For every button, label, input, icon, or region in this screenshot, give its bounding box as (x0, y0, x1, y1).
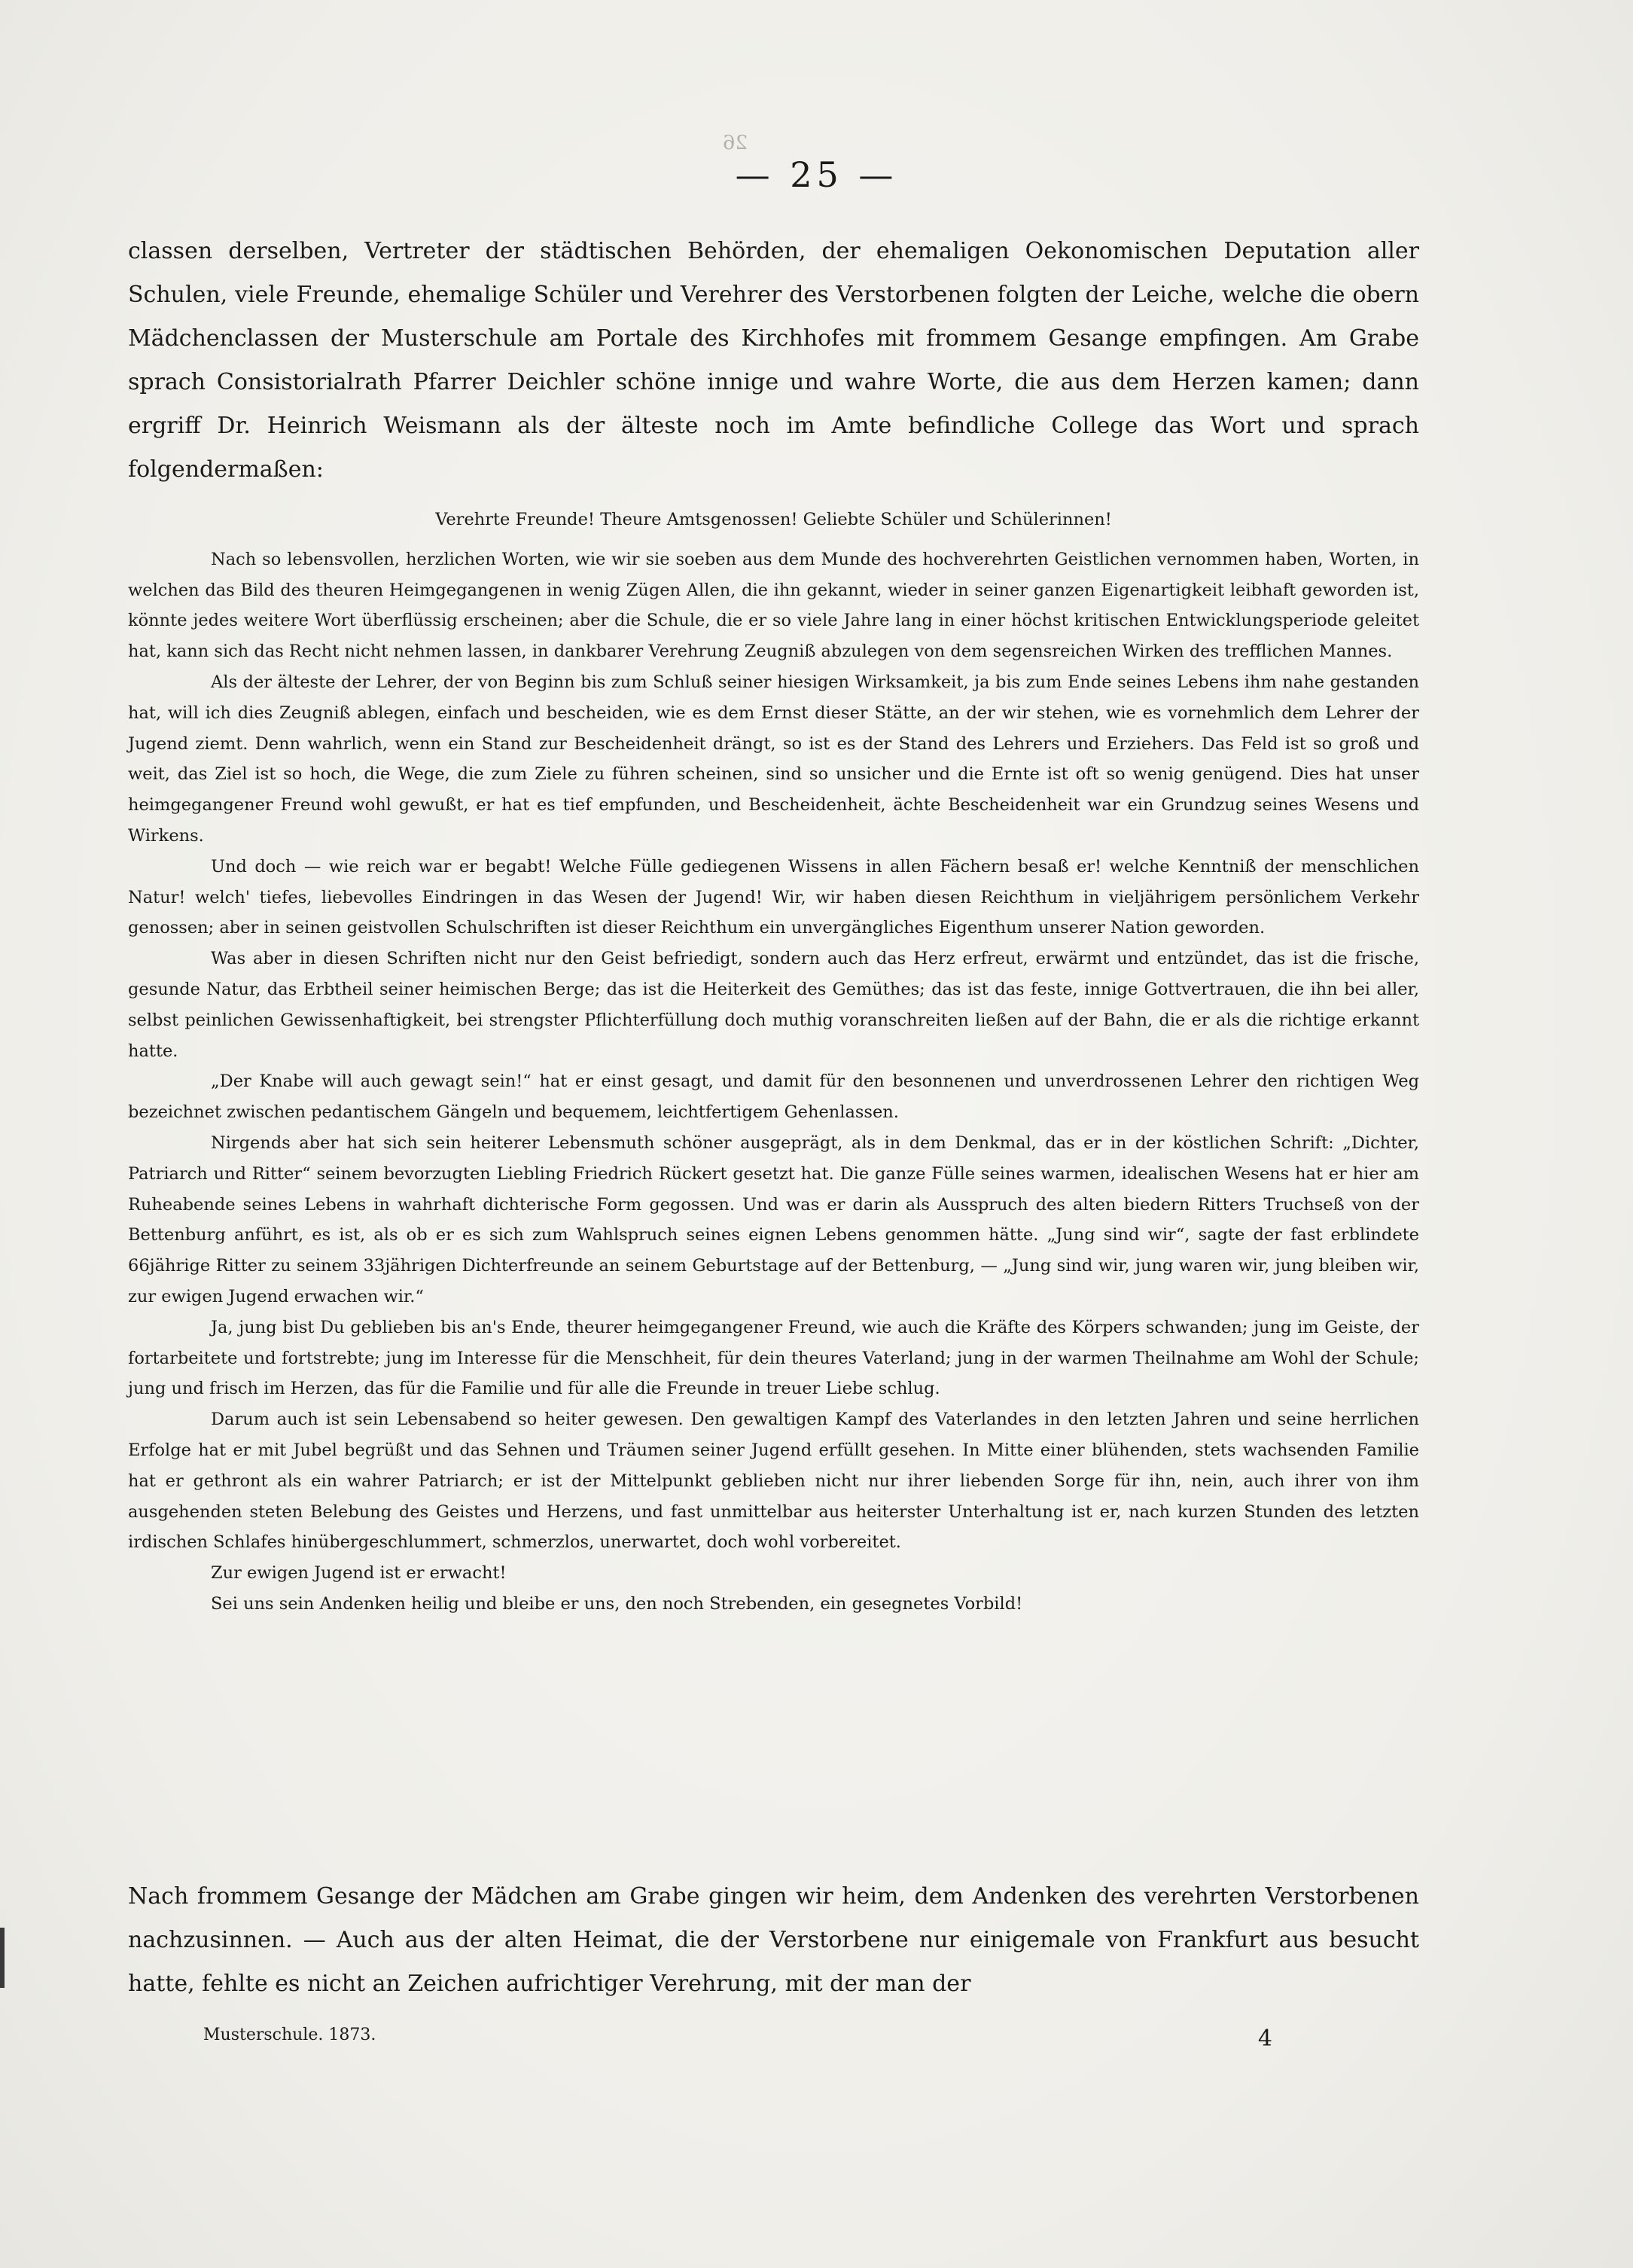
bleed-through-number: 26 (723, 132, 748, 154)
footer-sheet-number: 4 (1257, 2026, 1272, 2052)
page-footer (203, 2026, 1272, 2052)
speech-paragraph: Nirgends aber hat sich sein heiterer Lebensmuth schöner ausgeprägt, als in dem Denkmal, das er in der köstlichen Schrift: „Dichter, Patriarch und Ritter“ seinem bevorzugten Liebling Friedrich Rückert gesetzt hat. Die ganze Fülle seines warmen, idealischen Wesens hat er hier am Ruheabende seines Lebens in wahrhaft dichterische Form gegossen. Und was er darin als Ausspruch des alten biedern Ritters Truchseß von der Bettenburg anführt, es ist, als ob er es sich zum Wahlspruch seines eignen Lebens genommen hätte. „Jung sind wir“, sagte der fast erblindete 66jährige Ritter zu seinem 33jährigen Dichterfreunde an seinem Geburtstage auf der Bettenburg, — „Jung sind wir, jung waren wir, jung bleiben wir, zur ewigen Jugend erwachen wir.“ (128, 1132, 1419, 1306)
speech-closing-line: Sei uns sein Andenken heilig und bleibe er uns, den noch Strebenden, ein gesegnetes Vorbild! (211, 1593, 1023, 1614)
page-number: — 25 — (735, 154, 898, 195)
speech-paragraph: Als der älteste der Lehrer, der von Beginn bis zum Schluß seiner hiesigen Wirksamkeit, ja bis zum Ende seines Lebens ihm nahe gestanden hat, will ich dies Zeugniß ablegen, einfach und bescheiden, wie es dem Ernst dieser Stätte, an der wir stehen, wie es vornehmlich dem Lehrer der Jugend ziemt. Denn wahrlich, wenn ein Stand zur Bescheidenheit drängt, so ist es der Stand des Lehrers und Erziehers. Das Feld ist so groß und weit, das Ziel ist so hoch, die Wege, die zum Ziele zu führen scheinen, sind so unsicher und die Ernte ist oft so wenig genügend. Dies hat unser heimgegangener Freund wohl gewußt, er hat es tief empfunden, und Bescheidenheit, ächte Bescheidenheit war ein Grundzug seines Wesens und Wirkens. (128, 672, 1419, 846)
speech-salutation: Verehrte Freunde! Theure Amtsgenossen! Geliebte Schüler und Schülerinnen! (435, 510, 1112, 529)
speech-paragraph: Was aber in diesen Schriften nicht nur den Geist befriedigt, sondern auch das Herz erfreut, erwärmt und entzündet, das ist die frische, gesunde Natur, das Erbtheil seiner heimischen Berge; das ist die Heiterkeit des Gemüthes; das ist das feste, innige Gottvertrauen, die ihn bei aller, selbst peinlichen Gewissenhaftigkeit, bei strengster Pflichterfüllung doch muthig voranschreiten ließen auf der Bahn, die er als die richtige erkannt hatte. (128, 949, 1419, 1061)
funeral-speech (128, 505, 1419, 1620)
speech-paragraph: Nach so lebensvollen, herzlichen Worten, wie wir sie soeben aus dem Munde des hochverehrten Geistlichen vernommen haben, Worten, in welchen das Bild des theuren Heimgegangenen in wenig Zügen Allen, die ihn gekannt, wieder in seiner ganzen Eigenartigkeit leibhaft geworden ist, könnte jedes weitere Wort überflüssig erscheinen; aber die Schule, die er so viele Jahre lang in einer höchst kritischen Entwicklungsperiode geleitet hat, kann sich das Recht nicht nehmen lassen, in dankbarer Verehrung Zeugniß abzulegen von dem segensreichen Wirken des trefflichen Mannes. (128, 549, 1419, 662)
intro-paragraph: classen derselben, Vertreter der städtischen Behörden, der ehemaligen Oekonomischen Deputation aller Schulen, viele Freunde, ehemalige Schüler und Verehrer des Verstorbenen folgten der Leiche, welche die obern Mädchenclassen der Musterschule am Portale des Kirchhofes mit frommem Gesange empfingen. Am Grabe sprach Consistorialrath Pfarrer Deichler schöne innige und wahre Worte, die aus dem Herzen kamen; dann ergriff Dr. Heinrich Weismann als der älteste noch im Amte befindliche College das Wort und sprach folgendermaßen: (128, 238, 1419, 483)
speech-paragraph: „Der Knabe will auch gewagt sein!“ hat er einst gesagt, und damit für den besonnenen und unverdrossenen Lehrer den richtigen Weg bezeichnet zwischen pedantischem Gängeln und bequemem, leichtfertigem Gehenlassen. (128, 1072, 1419, 1123)
speech-paragraph: Ja, jung bist Du geblieben bis an's Ende, theurer heimgegangener Freund, wie auch die Kräfte des Körpers schwanden; jung im Geiste, der fortarbeitete und fortstrebte; jung im Interesse für die Menschheit, für dein theures Vaterland; jung in der warmen Theilnahme am Wohl der Schule; jung und frisch im Herzen, das für die Familie und für alle die Freunde in treuer Liebe schlug. (128, 1317, 1419, 1399)
scan-edge-mark (0, 1928, 5, 1988)
speech-closing-line: Zur ewigen Jugend ist er erwacht! (211, 1563, 507, 1584)
footer-signature: Musterschule. 1873. (203, 2026, 376, 2044)
outro-paragraph: Nach frommem Gesange der Mädchen am Grabe gingen wir heim, dem Andenken des verehrten Verstorbenen nachzusinnen. — Auch aus der alten Heimat, die der Verstorbene nur einigemale von Frankfurt aus besucht hatte, fehlte es nicht an Zeichen aufrichtiger Verehrung, mit der man der (128, 1883, 1419, 1997)
speech-paragraph: Und doch — wie reich war er begabt! Welche Fülle gediegenen Wissens in allen Fächern besaß er! welche Kenntniß der menschlichen Natur! welch' tiefes, liebevolles Eindringen in das Wesen der Jugend! Wir, wir haben diesen Reichthum in vieljährigem persönlichem Verkehr genossen; aber in seinen geistvollen Schulschriften ist dieser Reichthum ein unvergängliches Eigenthum unserer Nation geworden. (128, 856, 1419, 938)
speech-paragraph: Darum auch ist sein Lebensabend so heiter gewesen. Den gewaltigen Kampf des Vaterlandes in den letzten Jahren und seine herrlichen Erfolge hat er mit Jubel begrüßt und das Sehnen und Träumen seiner Jugend erfüllt gesehen. In Mitte einer blühenden, stets wachsenden Familie hat er gethront als ein wahrer Patriarch; er ist der Mittelpunkt geblieben nicht nur ihrer liebenden Sorge für ihn, nein, auch ihrer von ihm ausgehenden steten Belebung des Geistes und Herzens, und fast unmittelbar aus heiterster Unterhaltung ist er, nach kurzen Stunden des letzten irdischen Schlafes hinübergeschlummert, schmerzlos, unerwartet, doch wohl vorbereitet. (128, 1410, 1419, 1553)
